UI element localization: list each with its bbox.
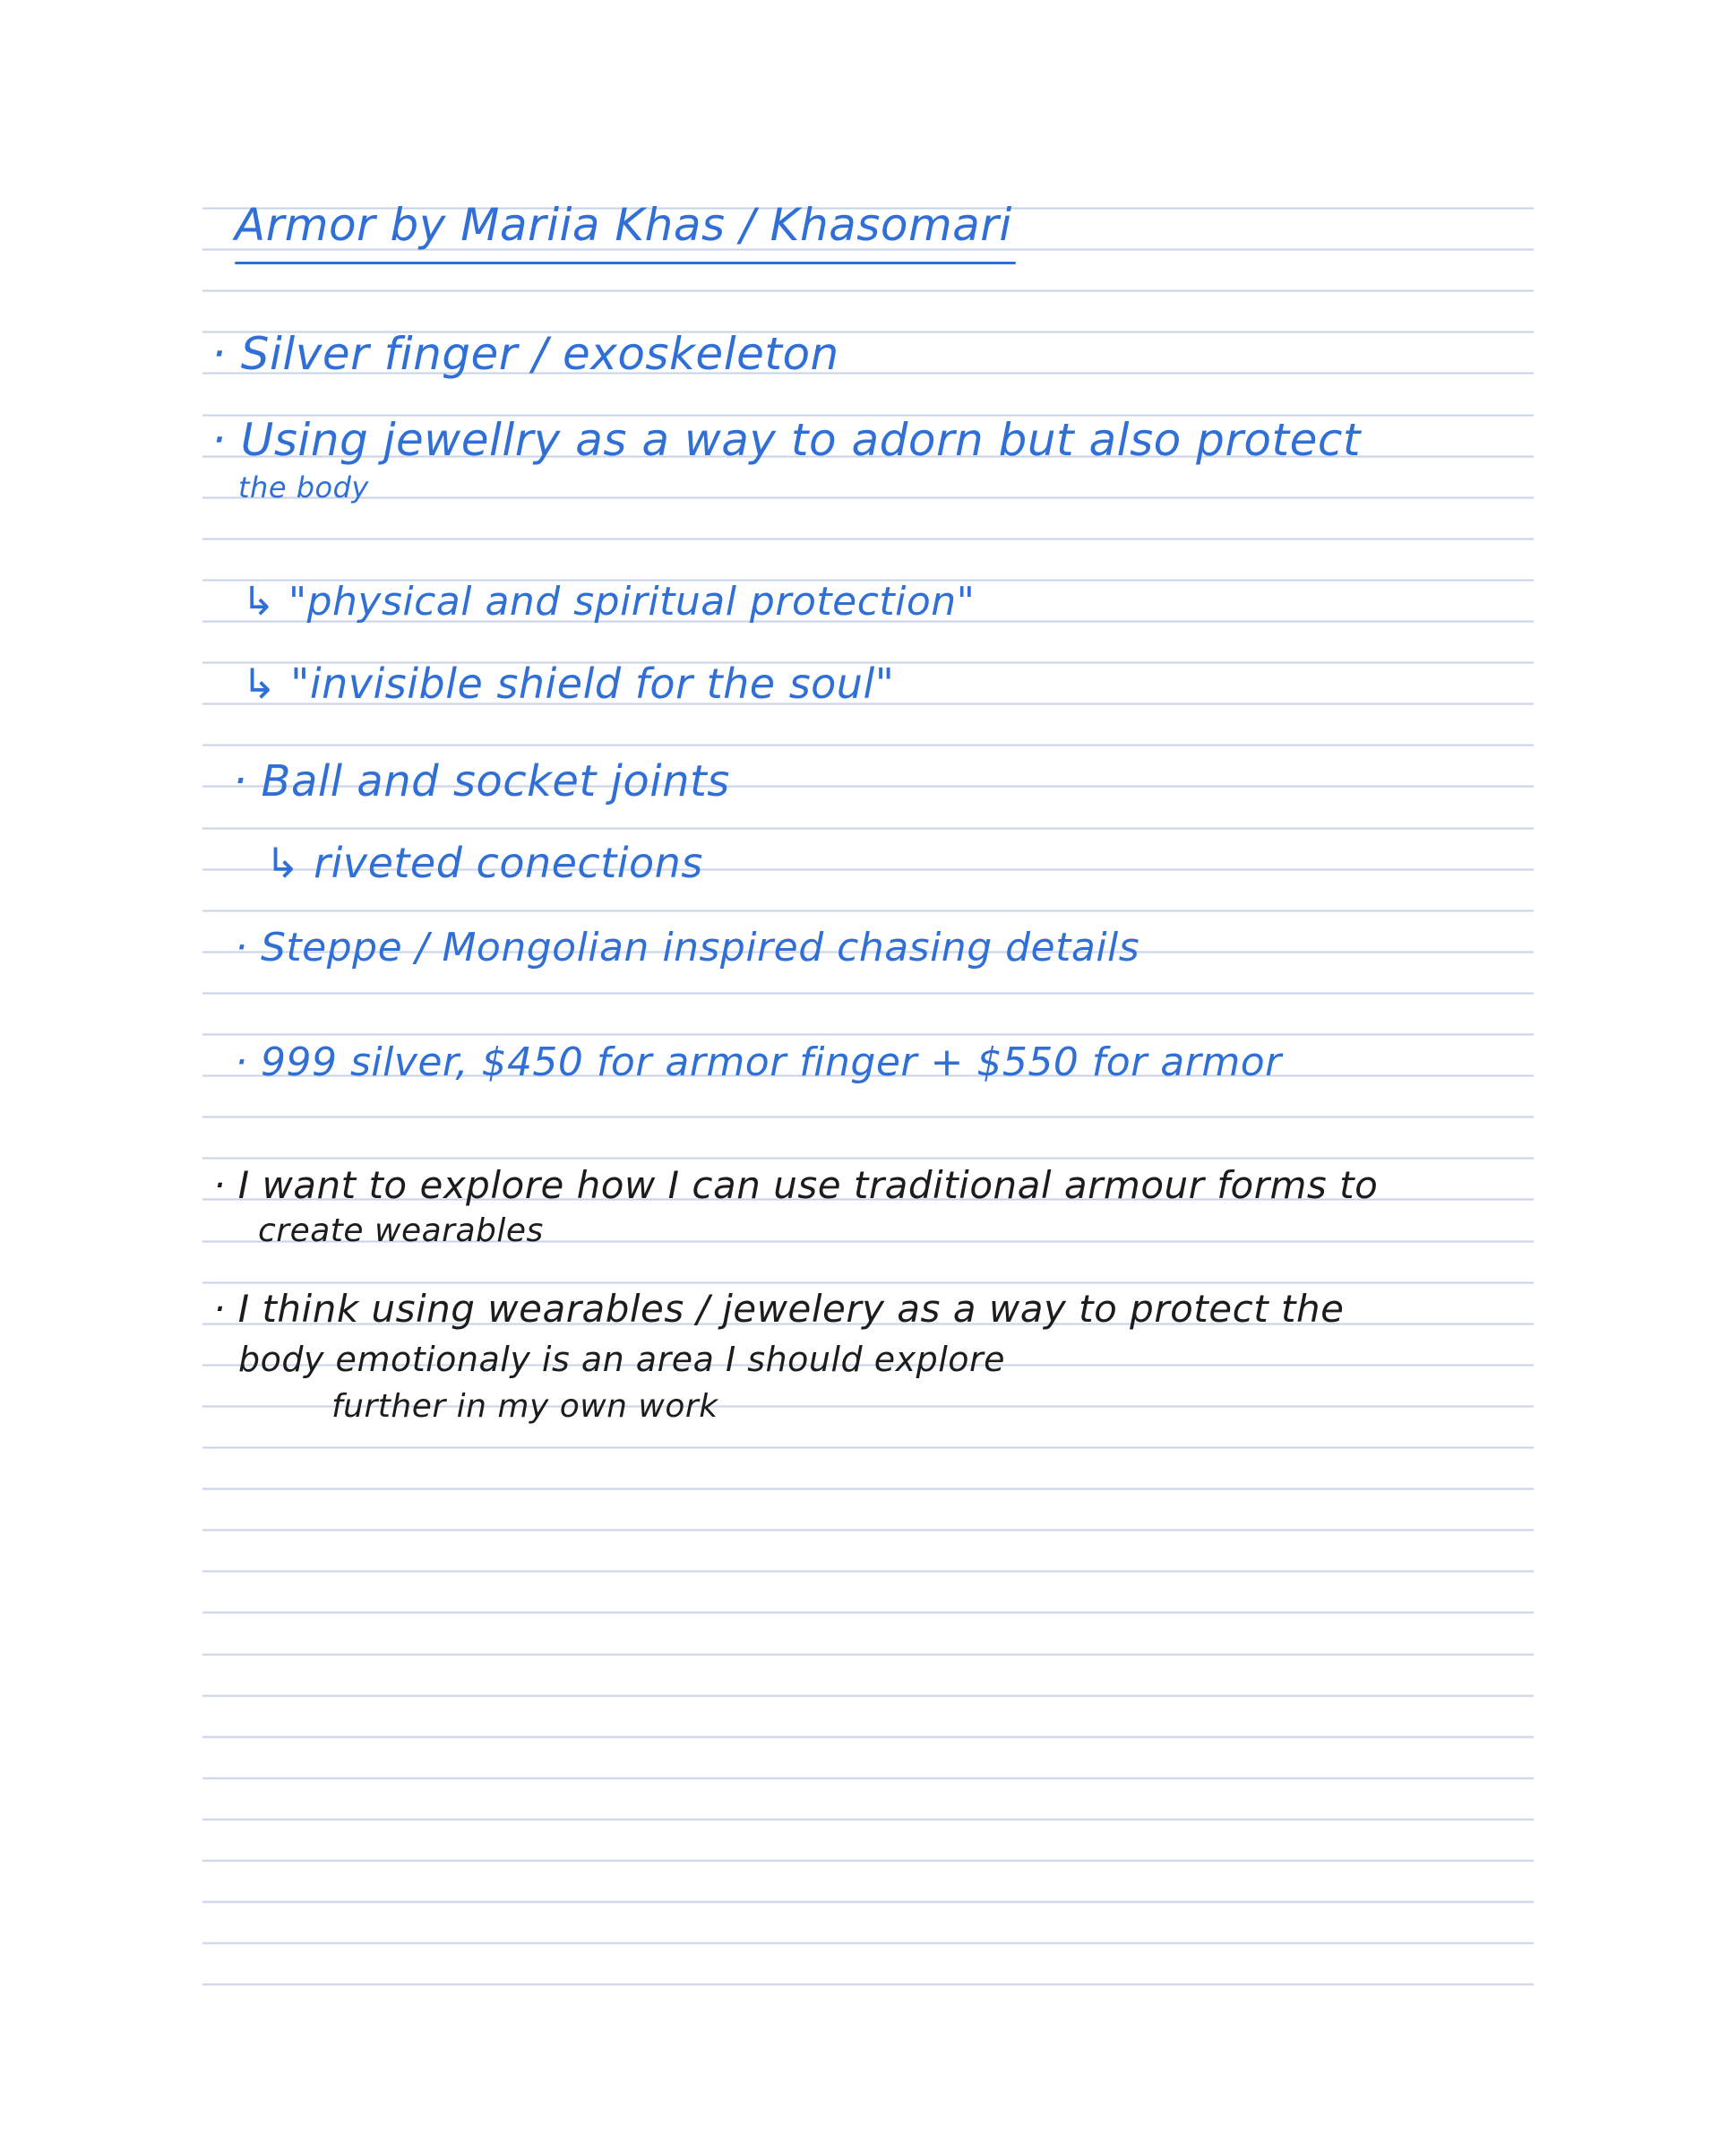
- note-line-steppe: · Steppe / Mongolian inspired chasing details: [235, 925, 1140, 970]
- title-underline: [235, 262, 1016, 264]
- page-title: Armor by Mariia Khas / Khasomari: [235, 199, 1012, 251]
- note-line-riveted: ↳ riveted conections: [265, 839, 703, 887]
- note-line-jewellry-cont: the body: [238, 470, 369, 505]
- note-line-physical-spiritual: ↳ "physical and spiritual protection": [242, 579, 976, 625]
- note-line-ball-socket: · Ball and socket joints: [233, 756, 730, 806]
- note-line-jewellry: · Using jewellry as a way to adorn but also protect: [211, 414, 1361, 466]
- reflection-line-think: · I think using wearables / jewelery as a way to protect the: [213, 1287, 1345, 1331]
- note-line-invisible-shield: ↳ "invisible shield for the soul": [242, 660, 895, 708]
- reflection-line-explore: · I want to explore how I can use traditional armour forms to: [213, 1163, 1379, 1207]
- note-line-silver-price: · 999 silver, $450 for armor finger + $550 for armor: [235, 1039, 1282, 1085]
- note-line-silver-finger: · Silver finger / exoskeleton: [211, 328, 839, 380]
- reflection-line-think-end: further in my own work: [331, 1388, 718, 1425]
- reflection-line-explore-cont: create wearables: [258, 1212, 544, 1249]
- reflection-line-think-cont: body emotionaly is an area I should explore: [238, 1340, 1005, 1379]
